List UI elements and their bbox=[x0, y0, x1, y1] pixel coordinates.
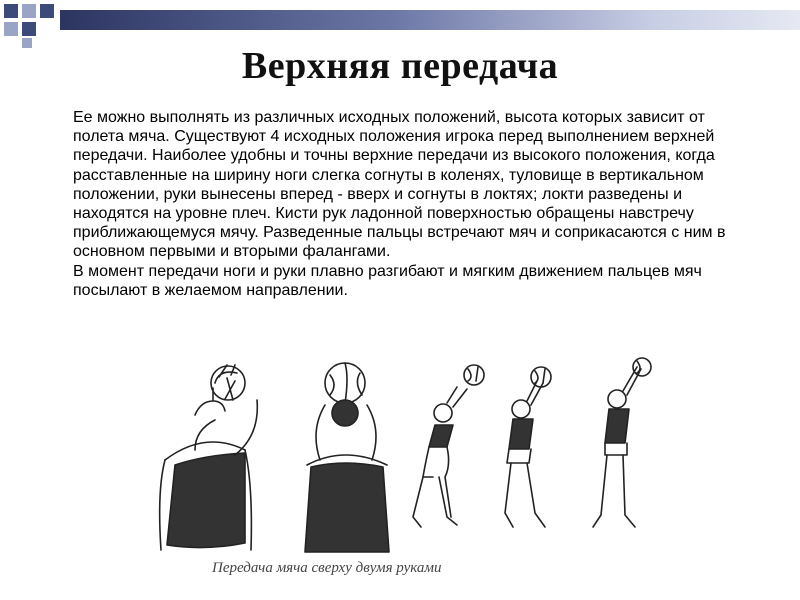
volleyball-set-illustration bbox=[135, 355, 675, 555]
header-gradient-bar bbox=[60, 10, 800, 30]
decorative-squares bbox=[0, 0, 60, 50]
decor-square bbox=[22, 22, 36, 36]
figure-caption: Передача мяча сверху двумя руками bbox=[212, 560, 442, 576]
decor-square bbox=[40, 4, 54, 18]
player-figure-1 bbox=[160, 365, 258, 550]
player-figure-3 bbox=[413, 365, 484, 527]
player-figure-5 bbox=[593, 358, 651, 527]
player-figure-2 bbox=[305, 363, 389, 552]
slide-body-text: Ее можно выполнять из различных исходных положений, высота которых зависит от полета мяча. Существуют 4 исходных положения игрока перед выполнением верхней передачи. Наиболее удобны и точны верхние передачи из высокого положения, когда расставленные на ширину ноги слегка согнуты в коленях, туловище в вертикальном положении, руки вынесены вперед - вверх и согнуты в локтях; локти разведены и находятся на уровне плеч. Кисти рук ладонной поверхностью обращены навстречу приближающемуся мячу. Разведенные пальцы встречают мяч и соприкасаются с ним в основном первыми и вторыми фалангами. В момент передачи ноги и руки плавно разгибают и мягким движением пальцев мяч посылают в желаемом направлении. bbox=[73, 109, 726, 299]
decor-square bbox=[4, 22, 18, 36]
decor-square bbox=[4, 4, 18, 18]
decor-square bbox=[22, 4, 36, 18]
slide-title: Верхняя передача bbox=[241, 45, 559, 87]
player-figure-4 bbox=[505, 367, 551, 527]
